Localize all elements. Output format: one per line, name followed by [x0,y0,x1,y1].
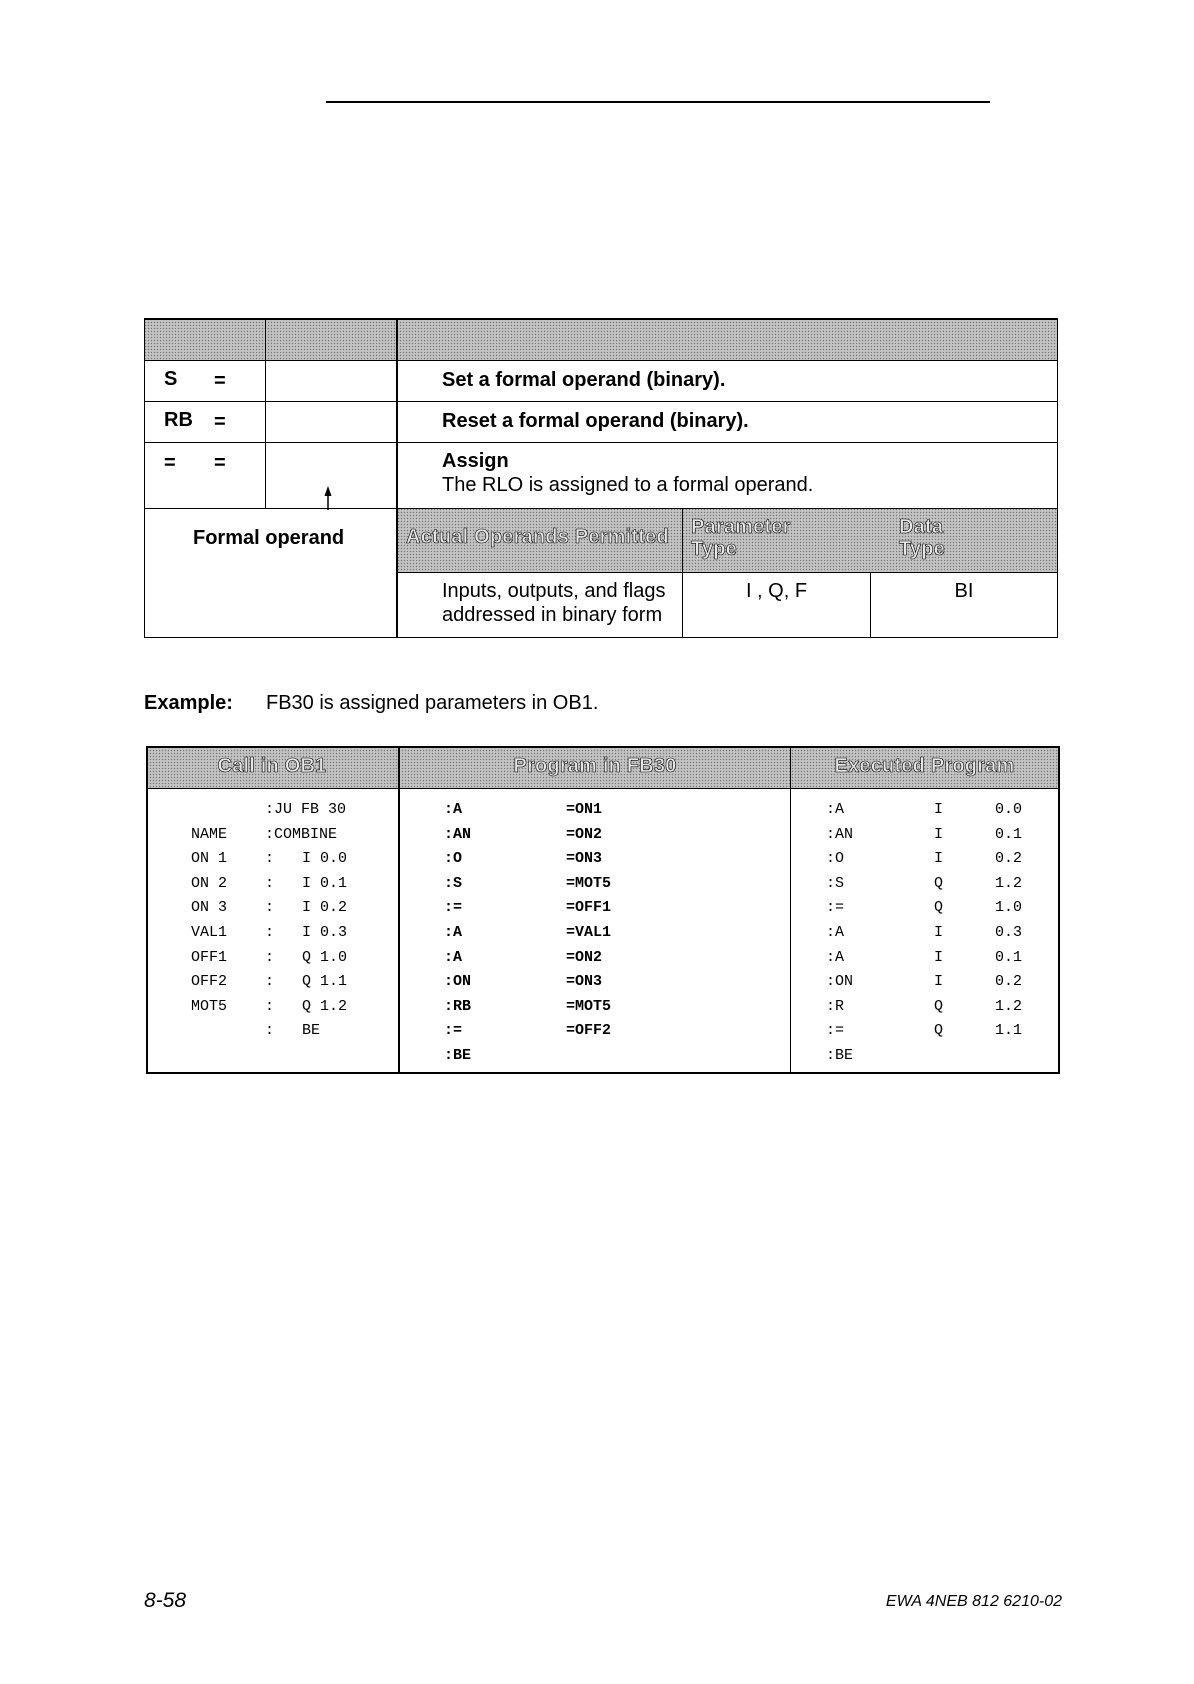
prog-table-left-border [146,746,148,1074]
executed-operand-type: I [934,801,944,818]
page-number: 8-58 [144,1589,187,1612]
call-param-separator: : [265,850,275,868]
call-param-value: Q 1.1 [302,973,348,991]
example-label: Example: [144,692,233,714]
executed-operand-address: 0.3 [995,924,1023,941]
op-table-line [397,572,1058,573]
fb30-operation: :RB [444,997,472,1015]
fb30-operation: :S [444,874,463,892]
executed-operand-address: 1.0 [995,899,1023,917]
executed-operation: :AN [826,825,854,843]
fb30-operand: =ON2 [566,825,603,843]
call-param-value: Q 1.2 [302,997,348,1015]
call-param-separator: : [265,1022,275,1040]
call-param-name: NAME [191,825,228,843]
actual-operands-line2: addressed in binary form [442,604,663,626]
call-param-name: OFF1 [191,948,228,966]
fb30-operand: =ON3 [566,973,603,991]
parameter-type-value: I , Q, F [745,580,808,602]
executed-operation: :ON [826,973,854,991]
executed-operand-type: I [934,924,944,941]
call-param-separator: : [265,899,275,917]
fb30-operand: =MOT5 [566,874,612,892]
call-param-value: I 0.3 [302,924,348,941]
actual-operands-header: Actual Operands Permitted [406,526,669,548]
executed-operation: :R [826,997,845,1015]
prog-table-top-border [146,746,1060,748]
op-table-right-border [1057,318,1058,638]
op-table-divider [682,508,683,638]
executed-operand-address: 0.1 [995,825,1023,843]
op-table-line [144,508,1058,509]
op-code: S [164,368,178,390]
fb30-operation: :O [444,850,463,868]
prog-table-header-line [146,788,1060,789]
call-param-name: ON 3 [191,899,228,917]
call-param-separator: : [265,924,275,941]
call-param-separator: : [265,948,275,966]
call-param-value: BE [302,1022,321,1040]
fb30-operation: :A [444,948,463,966]
fb30-operand: =ON2 [566,948,603,966]
call-param-name: MOT5 [191,997,228,1015]
executed-operation: :O [826,850,845,868]
op-table-line [144,360,1058,361]
op-description: Set a formal operand (binary). [442,369,726,391]
call-param-value: I 0.2 [302,899,348,917]
call-param-name: OFF2 [191,973,228,991]
fb30-operation: :AN [444,825,472,843]
prog-table-divider [790,746,791,1074]
executed-operation: := [826,899,845,917]
fb30-operation: :A [444,924,463,941]
example-line [144,692,599,715]
fb30-operation: :A [444,801,463,818]
op-code: = [164,452,176,474]
fb30-operand: =OFF2 [566,1022,612,1040]
call-param-name: VAL1 [191,924,228,941]
executed-operand-address: 1.1 [995,1022,1023,1040]
op-table-line [144,401,1058,402]
op-sign: = [214,370,226,392]
example-text: FB30 is assigned parameters in OB1. [266,692,599,714]
prog-table-bottom-border [146,1072,1060,1074]
executed-operand-type: Q [934,997,944,1015]
parameter-type-header-line2: Type [691,538,737,560]
fb30-operation: :BE [444,1047,472,1064]
parameter-type-header-line1: Parameter [691,516,791,538]
call-param-separator: : [265,874,275,892]
op-table-line [144,442,1058,443]
executed-operand-type: Q [934,1022,944,1040]
op-sign: = [214,411,226,433]
fb30-operation: := [444,1022,463,1040]
executed-operand-type: Q [934,874,944,892]
data-type-header-line2: Type [899,538,945,560]
executed-operation: :A [826,924,845,941]
fb30-operation: :ON [444,973,472,991]
executed-operand-type: I [934,948,944,966]
fb30-operand: =OFF1 [566,899,612,917]
data-type-value: BI [954,580,974,602]
executed-operand-address: 0.2 [995,850,1023,868]
executed-operation: :BE [826,1047,854,1064]
prog-table-right-border [1058,746,1060,1074]
formal-operand-label: Formal operand [193,527,345,549]
top-rule [326,101,990,103]
executed-operand-address: 0.1 [995,948,1023,966]
call-in-ob1-header: Call in OB1 [217,755,327,777]
executed-operand-type: I [934,850,944,868]
call-param-separator: : [265,997,275,1015]
op-table-header-hatch [144,318,1058,360]
fb30-operand: =MOT5 [566,997,612,1015]
call-param-value: I 0.0 [302,850,348,868]
op-code: RB [164,409,193,431]
call-param-value: Q 1.0 [302,948,348,966]
call-param-name: ON 2 [191,874,228,892]
prog-table-divider [398,746,400,1074]
program-in-fb30-header: Program in FB30 [513,755,677,777]
executed-operation: :S [826,874,845,892]
arrow-up-icon [322,486,334,512]
executed-operand-type: Q [934,899,944,917]
actual-operands-line1: Inputs, outputs, and flags [442,580,666,602]
executed-program-header: Executed Program [834,755,1015,777]
executed-operand-address: 1.2 [995,874,1023,892]
fb30-operand: =ON1 [566,801,603,818]
call-param-value: I 0.1 [302,874,348,892]
executed-operation: := [826,1022,845,1040]
data-type-header-line1: Data [899,516,944,538]
fb30-operand: =VAL1 [566,924,612,941]
document-id: EWA 4NEB 812 6210-02 [885,1593,1062,1610]
executed-operand-type: I [934,973,944,991]
call-param-separator: : [265,973,275,991]
program-table [146,746,1060,1074]
executed-operation: :A [826,948,845,966]
executed-operand-type: I [934,825,944,843]
call-param-name: ON 1 [191,850,228,868]
fb30-operand: =ON3 [566,850,603,868]
operation-table [144,318,1058,638]
op-table-divider [396,318,398,638]
op-detail: The RLO is assigned to a formal operand. [442,474,814,496]
op-description: Reset a formal operand (binary). [442,410,749,432]
op-table-divider [265,318,266,508]
executed-operand-address: 1.2 [995,997,1023,1015]
call-param-separator: :COMBINE [265,825,338,843]
executed-operand-address: 0.0 [995,801,1023,818]
op-description: Assign [442,450,509,472]
op-table-top-border [144,318,1058,320]
op-table-left-border [144,318,145,638]
executed-operand-address: 0.2 [995,973,1023,991]
op-table-bottom-border [144,637,1058,638]
call-param-separator: :JU FB 30 [265,801,347,818]
op-sign: = [214,452,226,474]
fb30-operation: := [444,899,463,917]
executed-operation: :A [826,801,845,818]
